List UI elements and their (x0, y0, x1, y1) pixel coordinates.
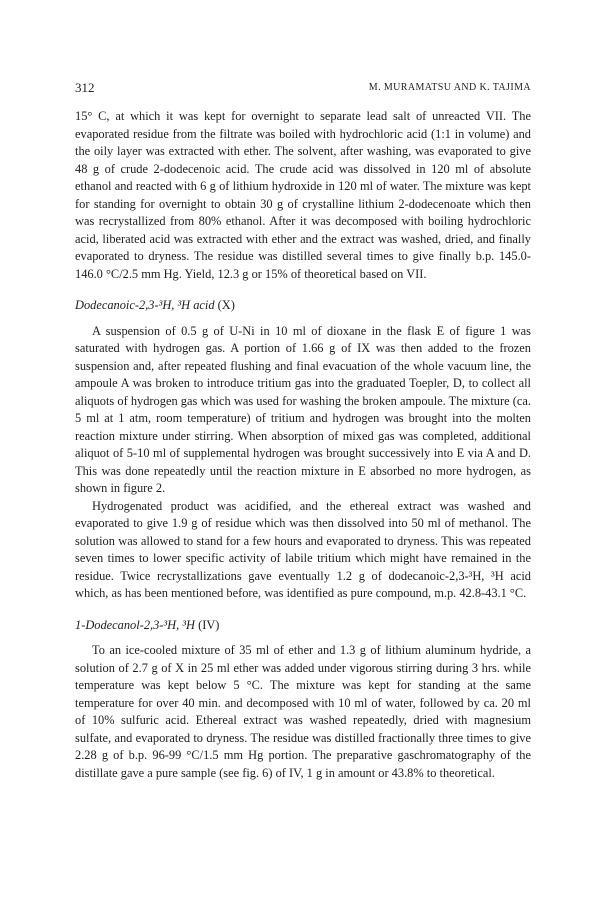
section-title: 1-Dodecanol-2,3-³H, ³H (75, 617, 195, 632)
paragraph-hydrogenation: A suspension of 0.5 g of U-Ni in 10 ml of dioxane in the flask E of figure 1 was saturated with hydrogen gas. A portion of 1.66 g of IX was then added to the frozen suspension and, after repeated flushing and final evacuation of the whole vacuum line, the ampoule A was broken to introduce tritium gas into the graduated Toepler, D, to collect all aliquots of hydrogen gas which was used for washing the broken ampoule. The mixture (ca. 5 ml at 1 atm, room temperature) of tritium and hydrogen was brought into the molten reaction mixture under stirring. When absorption of mixed gas was completed, additional aliquot of 5-10 ml of supplemental hydrogen was brought successively into E via A and D. This was done repeatedly until the reaction mixture in E absorbed no more hydrogen, as shown in figure 2. (75, 323, 531, 495)
page-number: 312 (75, 80, 95, 95)
compound-label: (X) (217, 298, 235, 312)
paragraph-continuation: 15° C, at which it was kept for overnight to separate lead salt of unreacted VII. The evaporated residue from the filtrate was boiled with hydrochloric acid (1:1 in volume) and the oily layer was extracted with ether. The solvent, after washing, was evaporated to give 48 g of crude 2-dodecenoic acid. The crude acid was dissolved in 120 ml of absolute ethanol and reacted with 6 g of lithium hydroxide in 120 ml of water. The mixture was kept for standing for overnight to obtain 30 g of crystalline lithium 2-dodecenoate which then was recrystallized from 80% ethanol. After it was decomposed with boiling hydrochloric acid, liberated acid was extracted with ether and the extract was washed, dried, and finally evaporated to dryness. The residue was distilled several times to give finally b.p. 145.0-146.0 °C/2.5 mm Hg. Yield, 12.3 g or 15% of theoretical based on VII. (75, 109, 531, 281)
compound-label: (IV) (198, 617, 220, 632)
section-title: Dodecanoic-2,3-³H, ³H acid (75, 298, 215, 312)
paragraph-purification: Hydrogenated product was acidified, and the ethereal extract was washed and evaporated to give 1.9 g of residue which was then dissolved into 50 ml of methanol. The solution was allowed to stand for a few hours and evaporated to dryness. This was repeated seven times to lower specific activity of labile tritium which might have remained in the residue. Twice recrystallizations gave eventually 1.2 g of dodecanoic-2,3-³H, ³H acid which, as has been mentioned before, was identified as pure compound, m.p. 42.8-43.1 °C. (75, 498, 531, 600)
page-header (75, 80, 531, 108)
section-heading-dodecanol (75, 617, 531, 635)
running-head: M. MURAMATSU AND K. TAJIMA (368, 82, 531, 93)
paragraph-reduction: To an ice-cooled mixture of 35 ml of ether and 1.3 g of lithium aluminum hydride, a solution of 2.7 g of X in 25 ml ether was added under vigorous stirring during 3 hrs. while temperature was kept below 5 °C. The mixture was kept for standing at the same temperature for over 40 min. and decomposed with 10 ml of water, followed by ca. 20 ml of 10% sulfuric acid. Ethereal extract was washed repeatedly, dried with magnesium sulfate, and evaporated to dryness. The residue was distilled fractionally three times to give 2.28 g of b.p. 96-99 °C/1.5 mm Hg portion. The preparative gaschromatography of the distillate gave a pure sample (see fig. 6) of IV, 1 g in amount or 43.8% to theoretical. (75, 643, 531, 780)
section-heading-dodecanoic-acid (75, 297, 531, 315)
journal-page (75, 80, 531, 782)
